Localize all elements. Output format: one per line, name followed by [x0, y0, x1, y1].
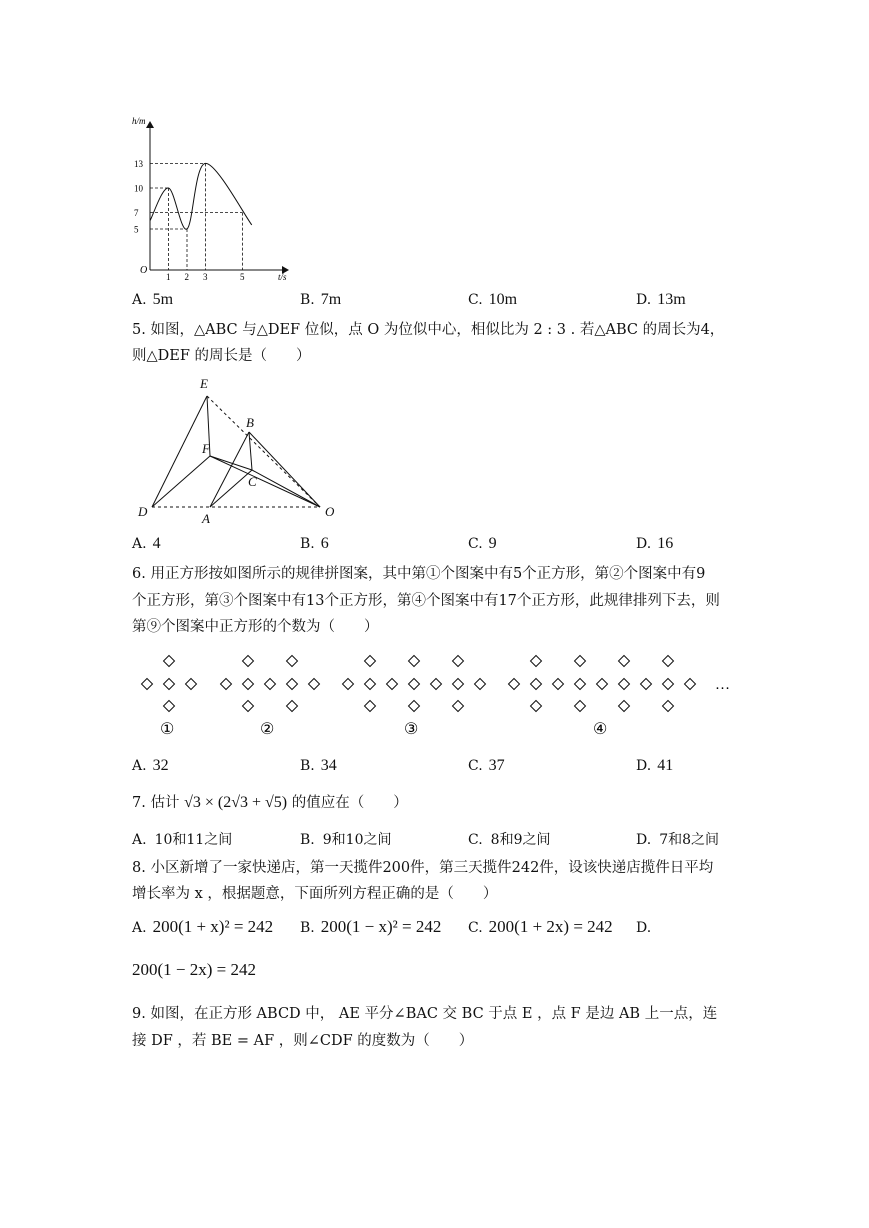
- x-tick-label-3: 5: [240, 272, 245, 282]
- q8-stem-line1: 8. 小区新增了一家快递店，第一天揽件200件，第三天揽件242件，设该快递店揽件日平均: [132, 860, 714, 876]
- guide-lines: [150, 163, 243, 270]
- square-shape-30: [575, 679, 586, 690]
- x-tick-labels: [166, 272, 245, 282]
- pattern-label-1: ①: [160, 721, 175, 738]
- square-shape-36: [531, 656, 542, 667]
- square-shape-16: [387, 679, 398, 690]
- pattern-label-2: ②: [260, 721, 275, 738]
- square-shape-18: [431, 679, 442, 690]
- square-shape-42: [663, 656, 674, 667]
- square-shape-27: [509, 679, 520, 690]
- q5-stem-line1: 5. 如图，△ABC 与△DEF 位似，点 O 为位似中心，相似比为 2 : 3 . 若△ABC 的周长为4，: [132, 322, 725, 338]
- q5-stem-line2: 则△DEF 的周长是（ ）: [132, 348, 311, 364]
- square-shape-22: [365, 701, 376, 712]
- homothety-figure: [132, 374, 347, 524]
- q6-stem-line1: 6. 用正方形按如图所示的规律拼图案，其中第①个图案中有5个正方形，第②个图案中有9: [132, 566, 706, 582]
- x-tick-label-1: 2: [184, 272, 189, 282]
- square-shape-17: [409, 679, 420, 690]
- q9-stem-line1: 9. 如图，在正方形 ABCD 中， AE 平分∠BAC 交 BC 于点 E ，点 F 是边 AB 上一点，连: [132, 1006, 718, 1022]
- point-c-label: C: [248, 474, 257, 489]
- q5-option-d[interactable]: D. 16: [636, 535, 674, 552]
- square-shape-19: [453, 679, 464, 690]
- y-tick-label-0: 13: [134, 158, 143, 169]
- diamond-squares: [142, 656, 696, 712]
- square-shape-21: [365, 656, 376, 667]
- square-shape-33: [641, 679, 652, 690]
- point-b-label: B: [246, 415, 254, 430]
- square-shape-24: [409, 701, 420, 712]
- point-o-label: O: [325, 504, 335, 519]
- y-tick-label-3: 5: [134, 224, 139, 235]
- square-shape-20: [475, 679, 486, 690]
- q8-option-b[interactable]: B. 200(1 − x)² = 242: [300, 917, 442, 936]
- point-d-label: D: [138, 504, 148, 519]
- square-shape-39: [575, 701, 586, 712]
- square-shape-14: [343, 679, 354, 690]
- q4-option-d[interactable]: D. 13m: [636, 291, 686, 308]
- y-tick-label-2: 7: [134, 208, 139, 219]
- q6-option-b[interactable]: B. 34: [300, 757, 337, 774]
- square-shape-12: [287, 656, 298, 667]
- square-shape-43: [663, 701, 674, 712]
- square-shape-3: [164, 656, 175, 667]
- q8-option-d-value[interactable]: 200(1 − 2x) = 242: [132, 960, 256, 979]
- square-shape-28: [531, 679, 542, 690]
- square-shape-8: [287, 679, 298, 690]
- q6-option-a[interactable]: A. 32: [132, 757, 169, 774]
- square-shape-35: [685, 679, 696, 690]
- square-shape-1: [164, 679, 175, 690]
- square-shape-11: [243, 701, 254, 712]
- point-e-label: E: [200, 376, 208, 391]
- square-shape-32: [619, 679, 630, 690]
- q6-option-d[interactable]: D. 41: [636, 757, 674, 774]
- q4-option-c[interactable]: C. 10m: [468, 291, 518, 308]
- q6-stem-line2: 个正方形，第③个图案中有13个正方形，第④个图案中有17个正方形，此规律排列下去，则: [132, 593, 720, 609]
- square-shape-2: [186, 679, 197, 690]
- height-time-graph: [128, 112, 303, 287]
- pattern-label-3: ③: [404, 721, 419, 738]
- square-shape-38: [575, 656, 586, 667]
- square-shape-41: [619, 701, 630, 712]
- x-tick-label-0: 1: [166, 272, 171, 282]
- q4-option-b[interactable]: B. 7m: [300, 291, 342, 308]
- q8-stem-line2: 增长率为 x ，根据题意，下面所列方程正确的是（ ）: [132, 886, 498, 902]
- square-shape-0: [142, 679, 153, 690]
- dashed-rays: [152, 396, 320, 507]
- q8-option-d-label[interactable]: D.: [636, 920, 652, 936]
- square-shape-37: [531, 701, 542, 712]
- square-shape-26: [453, 701, 464, 712]
- square-shape-9: [309, 679, 320, 690]
- point-f-label: F: [202, 441, 210, 456]
- square-shape-5: [221, 679, 232, 690]
- x-tick-label-2: 3: [203, 272, 208, 282]
- q7-option-c[interactable]: C. 8和9之间: [468, 832, 551, 848]
- square-pattern-figure: [130, 648, 750, 743]
- y-axis-label: h/m: [132, 116, 146, 126]
- origin-label: O: [140, 265, 148, 276]
- pattern-ellipsis: …: [715, 677, 730, 693]
- q6-stem-line3: 第⑨个图案中正方形的个数为（ ）: [132, 619, 379, 635]
- height-curve: [150, 163, 252, 229]
- square-shape-15: [365, 679, 376, 690]
- q7-option-a[interactable]: A. 10和11之间: [132, 832, 233, 848]
- square-shape-23: [409, 656, 420, 667]
- square-shape-29: [553, 679, 564, 690]
- q7-option-d[interactable]: D. 7和8之间: [636, 832, 720, 848]
- square-shape-4: [164, 701, 175, 712]
- square-shape-6: [243, 679, 254, 690]
- q6-option-c[interactable]: C. 37: [468, 757, 505, 774]
- square-shape-7: [265, 679, 276, 690]
- q9-stem-line2: 接 DF ，若 BE = AF ，则∠CDF 的度数为（ ）: [132, 1033, 474, 1049]
- q5-option-b[interactable]: B. 6: [300, 535, 329, 552]
- x-axis-label: t/s: [278, 272, 287, 282]
- square-shape-40: [619, 656, 630, 667]
- pattern-label-4: ④: [593, 721, 608, 738]
- triangle-abc: [210, 432, 252, 507]
- square-shape-31: [597, 679, 608, 690]
- q8-option-c[interactable]: C. 200(1 + 2x) = 242: [468, 917, 613, 936]
- square-shape-10: [243, 656, 254, 667]
- q7-stem: 7. 估计 √3 × (2√3 + √5) 的值应在（ ）: [132, 794, 408, 811]
- q5-option-c[interactable]: C. 9: [468, 535, 497, 552]
- square-shape-34: [663, 679, 674, 690]
- q7-expression: √3 × (2√3 + √5): [184, 794, 288, 811]
- square-shape-25: [453, 656, 464, 667]
- q5-option-a[interactable]: A. 4: [132, 535, 161, 552]
- y-tick-labels: [134, 159, 144, 235]
- q4-option-a[interactable]: A. 5m: [132, 291, 174, 308]
- point-a-label: A: [202, 511, 210, 524]
- square-shape-13: [287, 701, 298, 712]
- projection-lines: [210, 432, 320, 507]
- y-tick-label-1: 10: [134, 183, 143, 194]
- q7-option-b[interactable]: B. 9和10之间: [300, 832, 392, 848]
- q8-option-a[interactable]: A. 200(1 + x)² = 242: [132, 917, 274, 936]
